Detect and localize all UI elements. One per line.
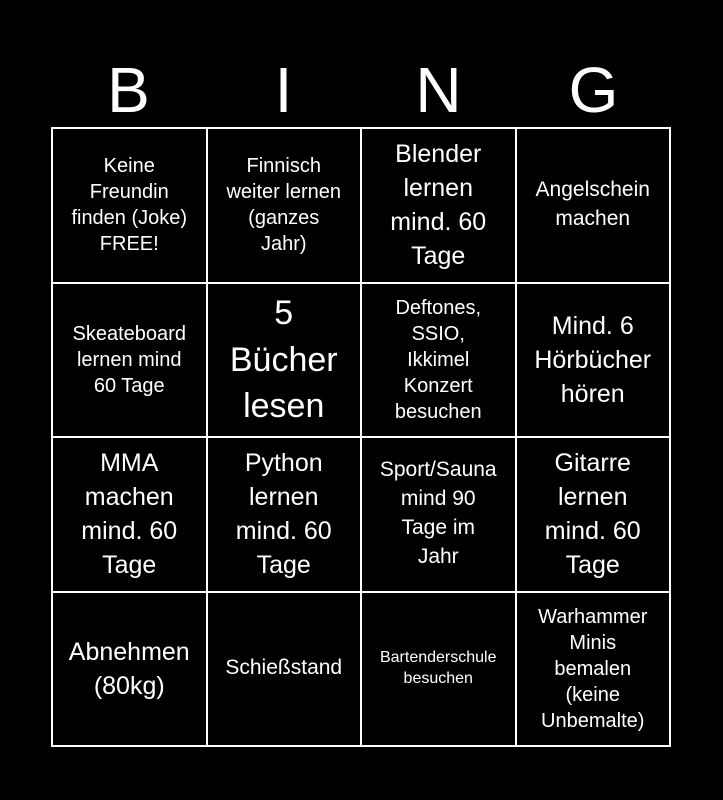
bingo-cell[interactable]: Gitarre lernen mind. 60 Tage bbox=[516, 437, 671, 592]
bingo-cell[interactable]: Angelschein machen bbox=[516, 128, 671, 283]
bingo-cell[interactable]: MMA machen mind. 60 Tage bbox=[52, 437, 207, 592]
title-letter-i: I bbox=[274, 54, 293, 126]
bingo-cell[interactable]: Schießstand bbox=[207, 592, 362, 747]
bingo-cell[interactable]: Python lernen mind. 60 Tage bbox=[207, 437, 362, 592]
bingo-cell[interactable]: Finnisch weiter lernen (ganzes Jahr) bbox=[207, 128, 362, 283]
bingo-cell[interactable]: Mind. 6 Hörbücher hören bbox=[516, 283, 671, 438]
bingo-cell[interactable]: Skeateboard lernen mind 60 Tage bbox=[52, 283, 207, 438]
bingo-title bbox=[51, 54, 671, 126]
bingo-cell[interactable]: Deftones, SSIO, Ikkimel Konzert besuchen bbox=[361, 283, 516, 438]
bingo-cell[interactable]: Bartenderschule besuchen bbox=[361, 592, 516, 747]
bingo-cell[interactable]: Warhammer Minis bemalen (keine Unbemalte) bbox=[516, 592, 671, 747]
bingo-cell[interactable]: 5 Bücher lesen bbox=[207, 283, 362, 438]
bingo-cell[interactable]: Blender lernen mind. 60 Tage bbox=[361, 128, 516, 283]
bingo-cell[interactable]: Keine Freundin finden (Joke) FREE! bbox=[52, 128, 207, 283]
bingo-cell[interactable]: Abnehmen (80kg) bbox=[52, 592, 207, 747]
title-letter-b: B bbox=[107, 54, 150, 126]
bingo-board bbox=[51, 127, 671, 747]
title-letter-n: N bbox=[415, 54, 462, 126]
bingo-cell[interactable]: Sport/Sauna mind 90 Tage im Jahr bbox=[361, 437, 516, 592]
title-letter-g: G bbox=[568, 54, 619, 126]
